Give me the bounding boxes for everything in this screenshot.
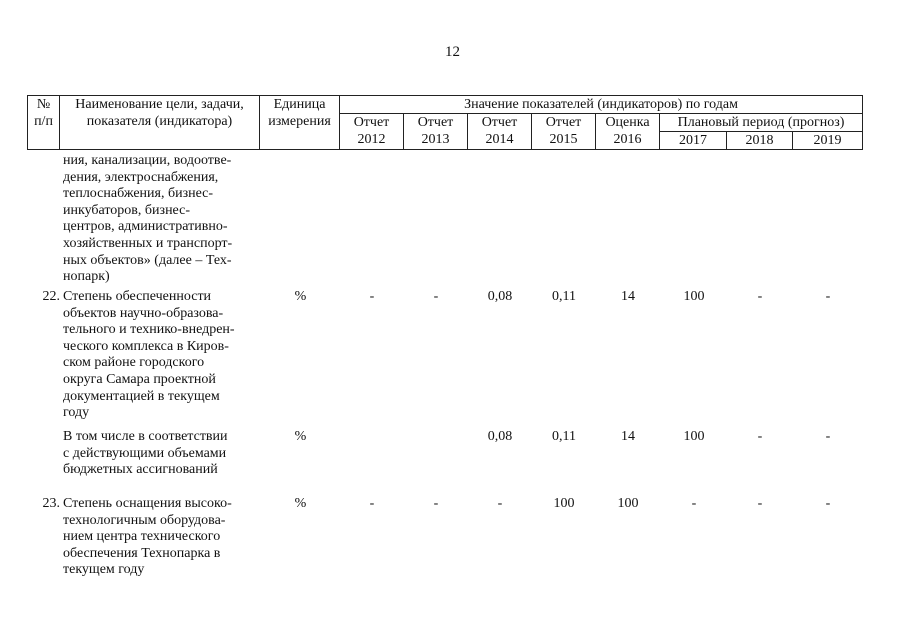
value-2019: -: [825, 429, 831, 444]
value-2012: -: [369, 496, 375, 511]
row-number: 23.: [42, 496, 60, 511]
row-unit: %: [294, 289, 307, 304]
value-2016: 100: [617, 496, 639, 511]
header-plan-2019: 2019: [793, 132, 863, 150]
value-2016: 14: [621, 429, 635, 444]
value-2012: -: [369, 289, 375, 304]
value-2013: -: [433, 496, 439, 511]
value-2018: -: [757, 496, 763, 511]
row-name: В том числе в соответствии с действующими объемами бюджетных ассигнований: [63, 429, 228, 478]
value-2017: 100: [683, 429, 705, 444]
value-2015: 0,11: [552, 289, 576, 304]
page-number: 12: [445, 44, 460, 60]
header-num: № п/п: [28, 96, 60, 150]
header-plan-2017: 2017: [660, 132, 727, 150]
header-year-2013: Отчет 2013: [404, 114, 468, 150]
row-unit: %: [294, 496, 307, 511]
value-2014: 0,08: [487, 289, 513, 304]
header-plan-period: Плановый период (прогноз): [660, 114, 863, 132]
header-year-2016: Оценка 2016: [596, 114, 660, 150]
header-name: Наименование цели, задачи, показателя (индикатора): [60, 96, 260, 150]
value-2016: 14: [621, 289, 635, 304]
value-2018: -: [757, 289, 763, 304]
value-2015: 100: [553, 496, 575, 511]
value-2017: 100: [683, 289, 705, 304]
row-name: Степень оснащения высоко- технологичным оборудова- нием центра технического обеспечения Технопарка в текущем году: [63, 496, 232, 578]
table-header: [27, 95, 863, 150]
header-year-2012: Отчет 2012: [340, 114, 404, 150]
row-name: Степень обеспеченности объектов научно-образова- тельного и технико-внедрен- ческого комплекса в Киров- ском районе городского округа Самара проектной документацией в текущем году: [63, 289, 235, 421]
value-2019: -: [825, 496, 831, 511]
header-year-2014: Отчет 2014: [468, 114, 532, 150]
value-2015: 0,11: [552, 429, 576, 444]
row-number: 22.: [42, 289, 60, 304]
value-2014: -: [497, 496, 503, 511]
value-2014: 0,08: [487, 429, 513, 444]
header-year-2015: Отчет 2015: [532, 114, 596, 150]
value-2019: -: [825, 289, 831, 304]
value-2013: -: [433, 289, 439, 304]
value-2017: -: [691, 496, 697, 511]
header-unit: Единица измерения: [260, 96, 340, 150]
header-plan-2018: 2018: [727, 132, 793, 150]
row-unit: %: [294, 429, 307, 444]
header-values: Значение показателей (индикаторов) по годам: [340, 96, 863, 114]
value-2018: -: [757, 429, 763, 444]
row-name: ния, канализации, водоотве- дения, электроснабжения, теплоснабжения, бизнес- инкубаторов, бизнес- центров, административно- хозяйственных и транспорт- ных объектов» (далее – Тех- нопарк): [63, 153, 233, 285]
